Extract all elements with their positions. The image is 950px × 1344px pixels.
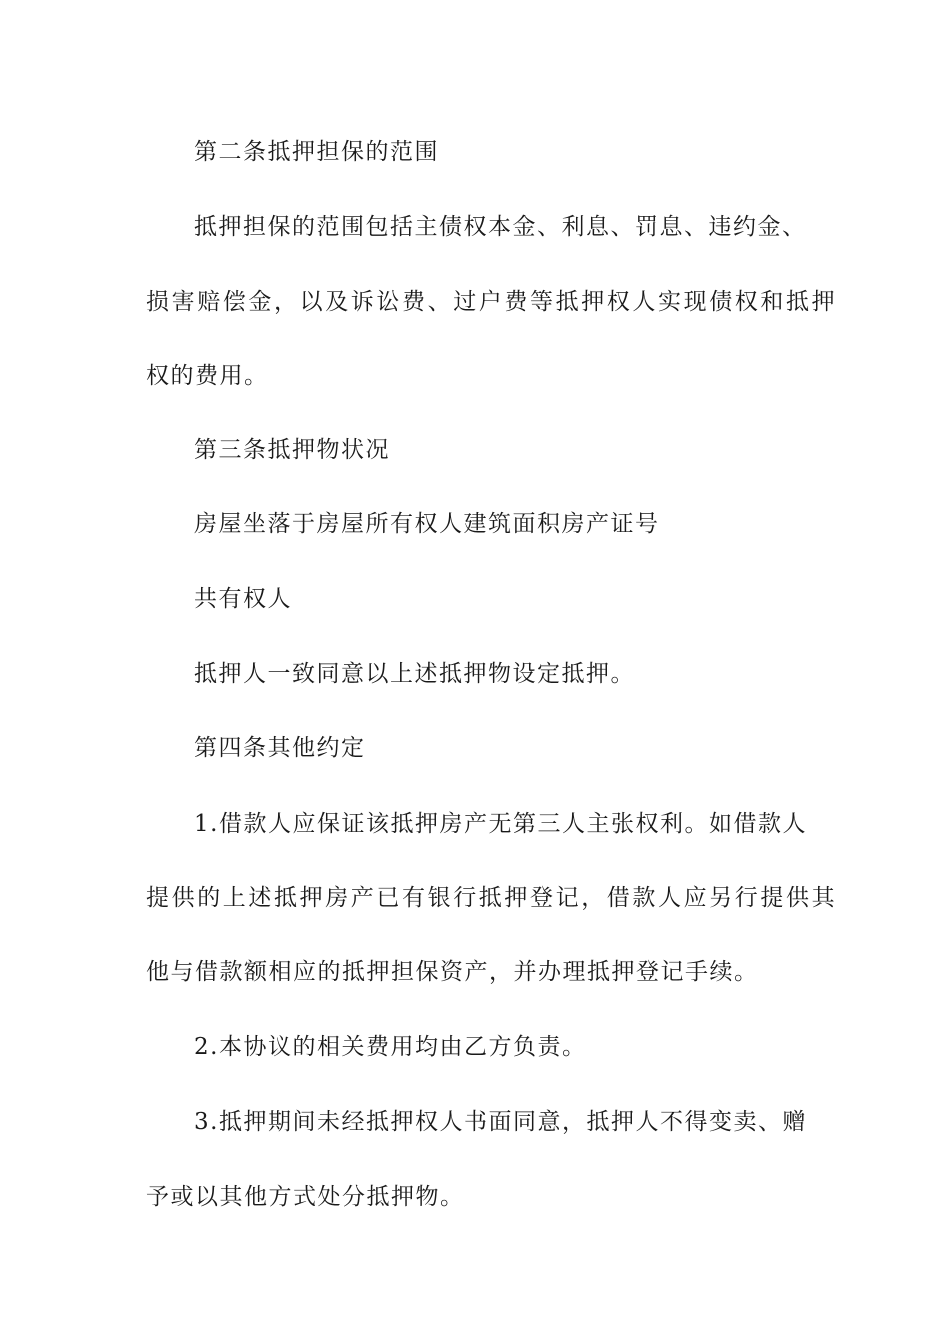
paragraph-line: 共有权人 bbox=[194, 586, 292, 612]
list-item-line: 他与借款额相应的抵押担保资产，并办理抵押登记手续。 bbox=[146, 959, 759, 985]
section-heading-article-4: 第四条其他约定 bbox=[194, 735, 366, 761]
section-heading-article-2: 第二条抵押担保的范围 bbox=[194, 139, 439, 165]
list-item-line: 2.本协议的相关费用均由乙方负责。 bbox=[194, 1034, 587, 1060]
paragraph-line: 抵押担保的范围包括主债权本金、利息、罚息、违约金、 bbox=[194, 214, 807, 240]
list-item-line: 1.借款人应保证该抵押房产无第三人主张权利。如借款人 bbox=[194, 811, 807, 837]
list-item-line: 予或以其他方式处分抵押物。 bbox=[146, 1184, 465, 1210]
list-item-line: 3.抵押期间未经抵押权人书面同意，抵押人不得变卖、赠 bbox=[194, 1109, 807, 1135]
paragraph-line: 权的费用。 bbox=[146, 363, 269, 389]
list-item-line: 提供的上述抵押房产已有银行抵押登记，借款人应另行提供其 bbox=[146, 885, 838, 911]
paragraph-line: 损害赔偿金，以及诉讼费、过户费等抵押权人实现债权和抵押 bbox=[146, 289, 838, 315]
paragraph-line: 抵押人一致同意以上述抵押物设定抵押。 bbox=[194, 661, 635, 687]
paragraph-line: 房屋坐落于房屋所有权人建筑面积房产证号 bbox=[194, 511, 660, 537]
section-heading-article-3: 第三条抵押物状况 bbox=[194, 437, 390, 463]
